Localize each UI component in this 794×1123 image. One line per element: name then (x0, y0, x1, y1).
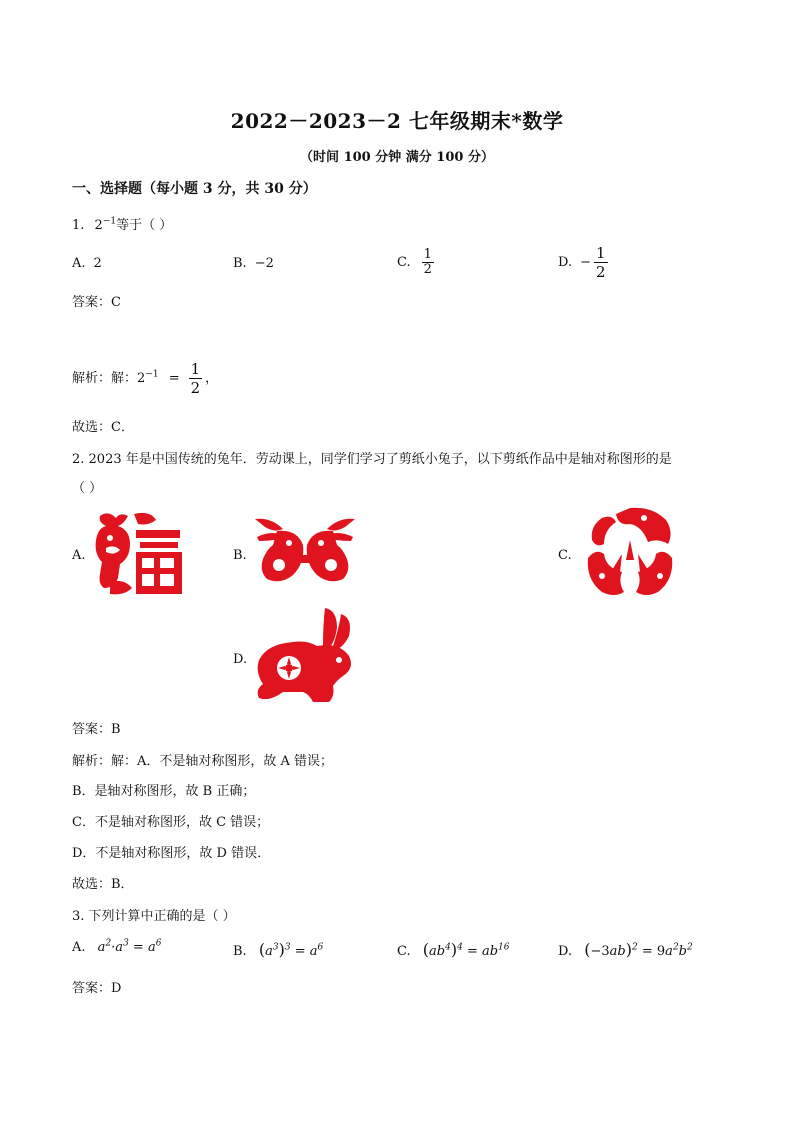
q2-choose: 故选：B． (72, 877, 134, 892)
q3-b-expression: $(a^3)^3 = a^6$ (258, 940, 324, 959)
question-1 (72, 214, 172, 233)
q1-option-d: D. − $\frac{1}{2}$ (558, 244, 606, 281)
q3-c-expression: $(ab^4)^4 = ab^{16}$ (422, 940, 510, 959)
q2-label-b: B. (233, 548, 247, 563)
q3-option-c: C. $(ab^4)^4 = ab^{16}$ (397, 940, 510, 959)
q2-label-a: A. (72, 548, 86, 563)
q1-option-c: C. $\frac{1}{2}$ (397, 247, 432, 277)
q1-exp: −1 (102, 216, 117, 227)
papercut-d-rabbit-flower-image (253, 606, 357, 706)
fraction: $\frac{1}{2}$ (190, 360, 201, 397)
papercut-a-rabbit-fu-image (90, 508, 188, 598)
fraction: $\frac{1}{2}$ (596, 244, 606, 281)
q1-choose: 故选：C． (72, 420, 134, 435)
q2-analysis-line-4: D．不是轴对称图形，故 D 错误． (72, 846, 271, 861)
q1-analysis: 解析：解：$2^{-1}$ = $\frac{1}{2}$ ， (72, 360, 219, 397)
question-3-stem: 3. 下列计算中正确的是（ ） (72, 909, 236, 924)
q1-option-b: B. −2 (233, 256, 274, 271)
q2-analysis-line-3: C．不是轴对称图形，故 C 错误； (72, 815, 270, 830)
q3-answer: 答案：D (72, 981, 122, 996)
fraction: $\frac{1}{2}$ (423, 247, 432, 277)
q2-answer: 答案：B (72, 722, 121, 737)
q1-answer: 答案：C (72, 295, 121, 310)
q1-tail: 等于（ ） (116, 218, 173, 233)
q1-option-a: A. 2 (72, 256, 102, 271)
q2-label-c: C. (558, 548, 572, 563)
q3-option-d: D. $(-3ab)^2 = 9a^2b^2$ (558, 940, 693, 959)
section-heading: 一、选择题（每小题 3 分，共 30 分） (72, 181, 317, 197)
papercut-b-mirrored-rabbits-image (253, 515, 357, 587)
papercut-c-circular-rabbits-image (582, 504, 678, 600)
q3-option-b: B. $(a^3)^3 = a^6$ (233, 940, 324, 959)
q3-option-a: A. $a^2\cdot a^3 = a^6$ (72, 938, 162, 955)
q3-a-expression: $a^2\cdot a^3 = a^6$ (97, 938, 162, 955)
question-2-paren: （ ） (72, 481, 103, 496)
q1-base: 2 (94, 218, 103, 233)
question-2-stem: 2. 2023 年是中国传统的兔年．劳动课上，同学们学习了剪纸小兔子，以下剪纸作品中是轴对称图形的是 (72, 452, 672, 467)
q1-number: 1. (72, 218, 85, 233)
q2-analysis-line-2: B．是轴对称图形，故 B 正确； (72, 784, 256, 799)
q2-analysis-line-1: 解析：解：A．不是轴对称图形，故 A 错误； (72, 754, 334, 769)
page-title: 2022－2023－2 七年级期末*数学 (230, 109, 564, 133)
q3-d-expression: $(-3ab)^2 = 9a^2b^2$ (584, 940, 693, 959)
exam-time-note: （时间 100 分钟 满分 100 分） (300, 150, 494, 165)
q2-label-d: D. (233, 652, 248, 667)
